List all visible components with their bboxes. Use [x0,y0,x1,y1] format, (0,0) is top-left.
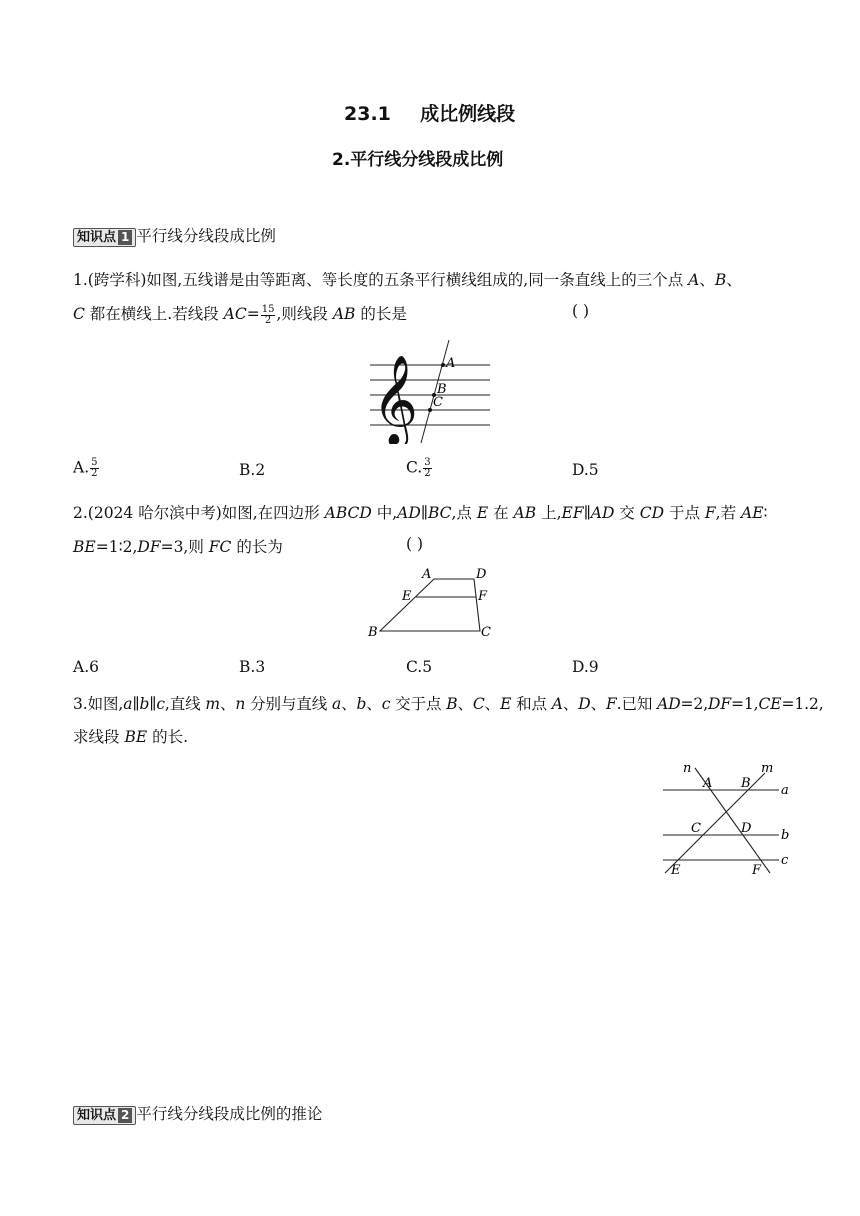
q2-option-b[interactable]: B.3 [239,658,266,676]
q1-answer-bracket: ( ) [572,302,590,320]
section-title: 成比例线段 [420,103,516,125]
point-label: C [481,625,491,640]
q2-option-d[interactable]: D.9 [572,658,599,676]
q2-trapezoid-figure [360,565,505,640]
point-label: B [437,382,447,397]
point-label: C [433,395,443,410]
section-heading [344,99,515,126]
point-label: A [446,356,456,371]
page-subtitle: 2.平行线分线段成比例 [332,150,504,170]
point-label: F [478,589,488,604]
q3-parallel-lines-figure [655,758,795,880]
q3-line-1: 3.如图,a∥b∥c,直线 m、n 分别与直线 a、b、c 交于点 B、C、E 和点 A、D、F.已知 AD=2,DF=1,CE=1.2, [73,695,824,713]
point-label: D [741,821,752,836]
section-number: 23.1 [344,103,391,125]
line-label: n [683,761,692,776]
treble-clef-icon: 𝄞 [372,355,419,444]
q1-staff-figure [360,340,500,444]
point-label: C [691,821,701,836]
point-label: E [402,589,412,604]
knowledge-point-badge: 知识点 2 [73,1106,136,1125]
q2-answer-bracket: ( ) [406,535,424,553]
point-label: D [476,567,487,582]
point-label: B [368,625,378,640]
point-label: A [703,776,713,791]
q1-option-c[interactable]: C. $\frac{3}{2}$ [406,457,431,479]
point-label: F [752,863,762,878]
knowledge-point-badge: 知识点 1 [73,228,136,247]
q1-option-b[interactable]: B.2 [239,461,266,479]
point-label: B [741,776,751,791]
point-label: E [671,863,681,878]
q2-option-c[interactable]: C.5 [406,658,433,676]
knowledge-point-title: 平行线分线段成比例 [136,227,276,245]
knowledge-point-2 [73,1102,322,1125]
point-label: A [422,567,432,582]
knowledge-point-title: 平行线分线段成比例的推论 [136,1105,323,1123]
q3-line-2: 求线段 BE 的长. [73,728,189,746]
line-label: c [781,853,789,868]
line-label: m [761,761,774,776]
line-label: a [781,783,789,798]
line-label: b [781,828,790,843]
q1-option-a[interactable]: A. $\frac{5}{2}$ [73,457,98,479]
fraction: $\frac{15}{2}$ [261,303,275,326]
q1-option-d[interactable]: D.5 [572,461,599,479]
q1-line-2: C 都在横线上.若线段 AC= $\frac{15}{2}$ ,则线段 AB 的长是 [73,303,407,326]
q2-option-a[interactable]: A.6 [73,658,99,676]
q1-line-1: 1.(跨学科)如图,五线谱是由等距离、等长度的五条平行横线组成的,同一条直线上的三个点 A、B、 [73,271,742,289]
knowledge-point-1 [73,224,276,247]
q2-line-2: BE=1∶2,DF=3,则 FC 的长为 [73,538,283,556]
q2-line-1: 2.(2024 哈尔滨中考)如图,在四边形 ABCD 中,AD∥BC,点 E 在 AB 上,EF∥AD 交 CD 于点 F,若 AE∶ [73,504,768,522]
